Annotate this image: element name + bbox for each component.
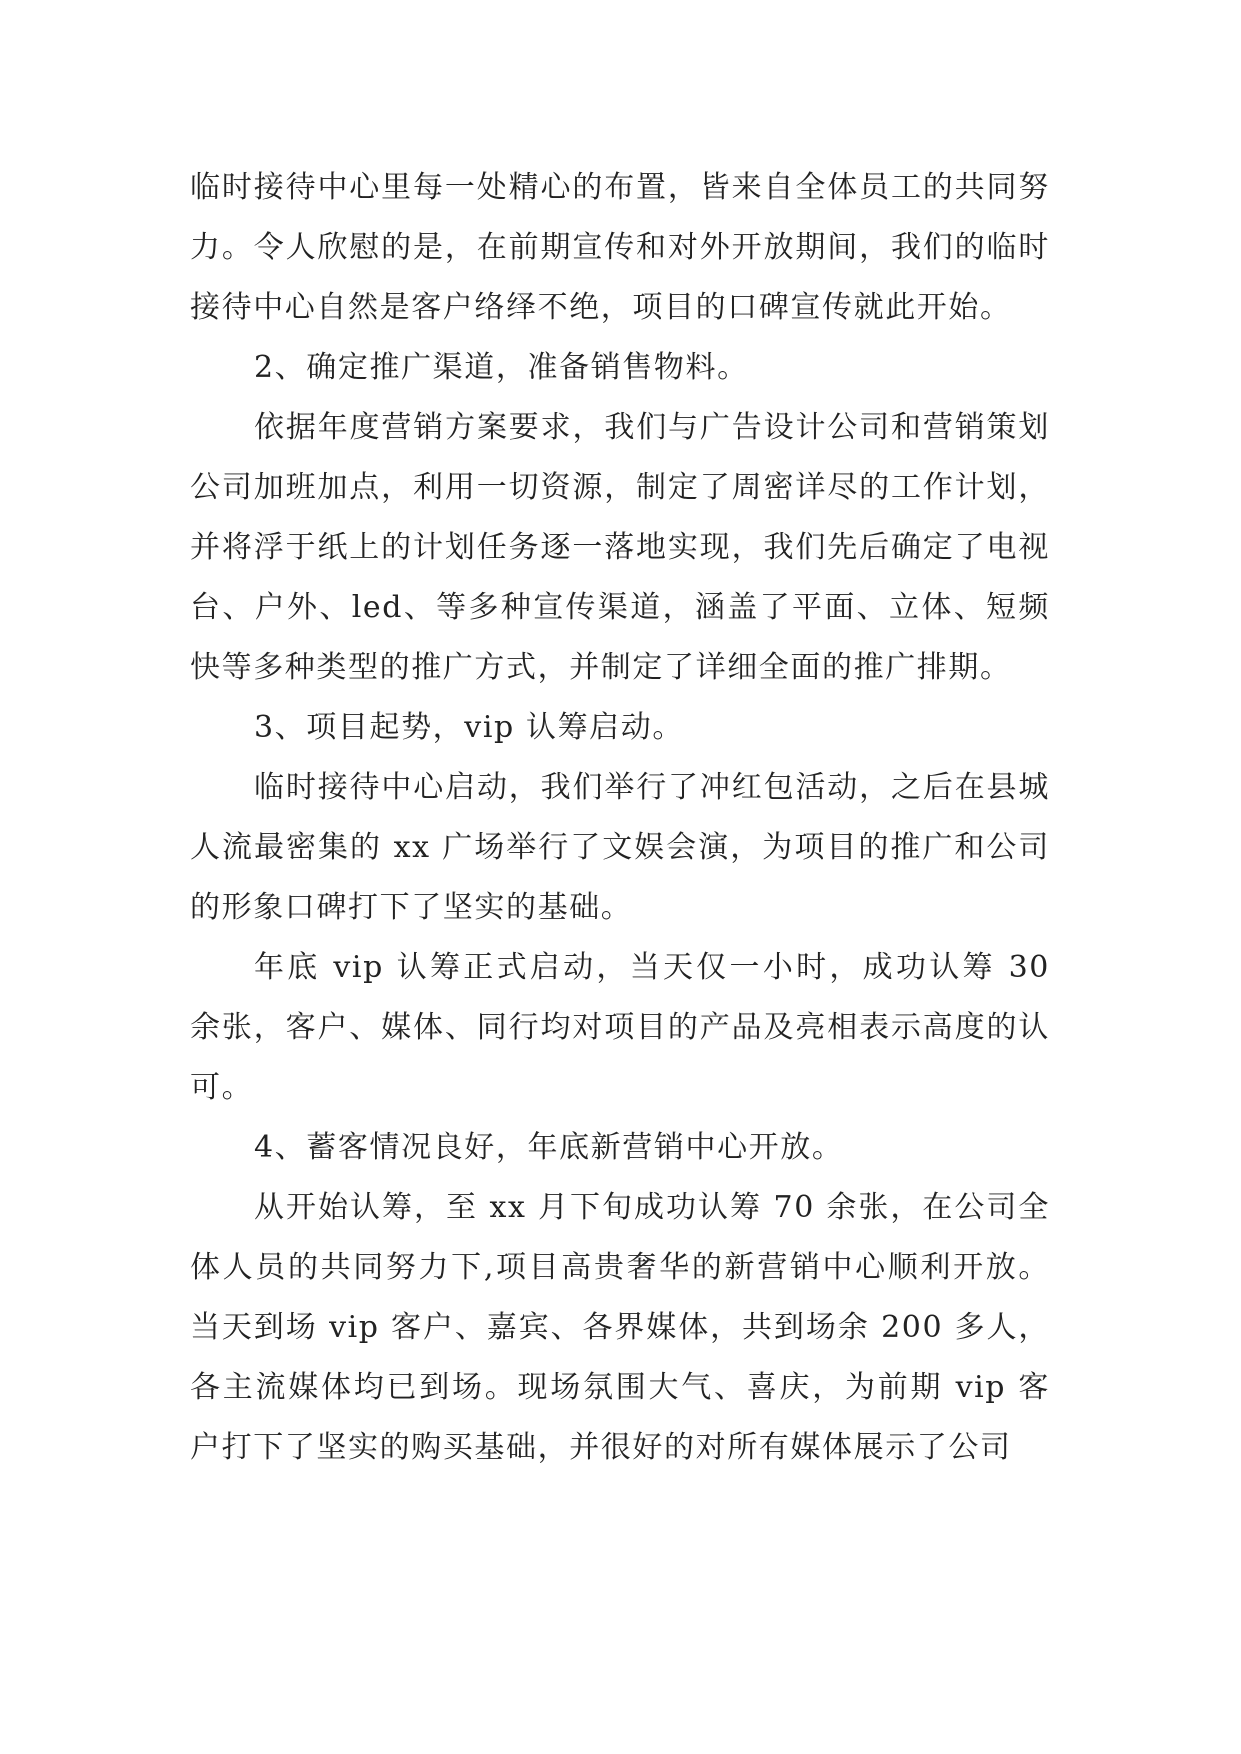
paragraph-new-sales-center: 从开始认筹，至 xx 月下旬成功认筹 70 余张，在公司全体人员的共同努力下,项目高贵奢华的新营销中心顺利开放。当天到场 vip 客户、嘉宾、各界媒体，共到场余 200 多人，各主流媒体均已到场。现场氛围大气、喜庆，为前期 vip 客户打下了坚实的购买基础，并很好的对所有媒体展示了公司 (190, 1190, 1050, 1465)
heading-promotion-channels: 2、确定推广渠道，准备销售物料。 (254, 350, 749, 385)
paragraph-reception-center: 临时接待中心里每一处精心的布置，皆来自全体员工的共同努力。令人欣慰的是，在前期宣传和对外开放期间，我们的临时接待中心自然是客户络绎不绝，项目的口碑宣传就此开始。 (190, 170, 1050, 325)
paragraph-promotion-channels: 依据年度营销方案要求，我们与广告设计公司和营销策划公司加班加点，利用一切资源，制定了周密详尽的工作计划，并将浮于纸上的计划任务逐一落地实现，我们先后确定了电视台、户外、led、等多种宣传渠道，涵盖了平面、立体、短频快等多种类型的推广方式，并制定了详细全面的推广排期。 (190, 410, 1050, 685)
heading-vip-launch: 3、项目起势，vip 认筹启动。 (254, 710, 684, 745)
paragraph-vip-subscription: 年底 vip 认筹正式启动，当天仅一小时，成功认筹 30 余张，客户、媒体、同行均对项目的产品及亮相表示高度的认可。 (190, 950, 1050, 1105)
document-body (190, 158, 1050, 1478)
heading-new-sales-center: 4、蓄客情况良好，年底新营销中心开放。 (254, 1130, 844, 1165)
paragraph-reception-launch: 临时接待中心启动，我们举行了冲红包活动，之后在县城人流最密集的 xx 广场举行了文娱会演，为项目的推广和公司的形象口碑打下了坚实的基础。 (190, 770, 1050, 925)
